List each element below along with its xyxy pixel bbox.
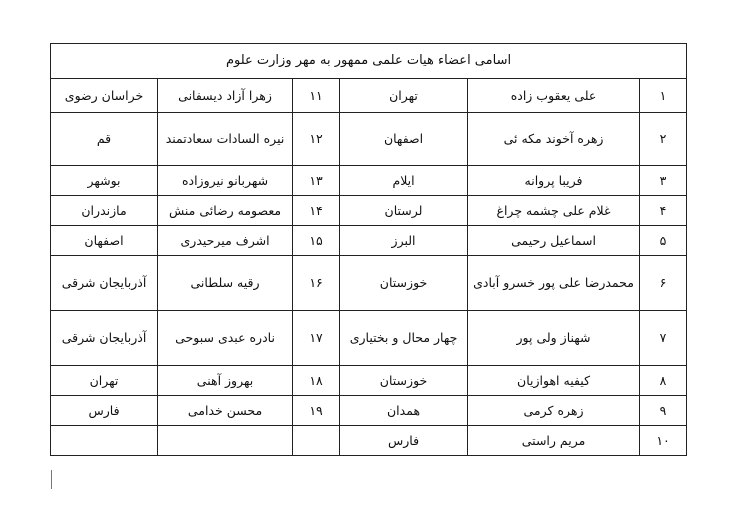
row-number: ۱۹ — [293, 396, 340, 426]
member-province: تهران — [51, 366, 158, 396]
member-name: معصومه رضائی منش — [158, 196, 293, 226]
table-row — [51, 196, 687, 226]
table-row — [51, 79, 687, 113]
row-number: ۱۱ — [293, 79, 340, 113]
title-row — [51, 44, 687, 79]
row-number: ۱۶ — [293, 256, 340, 311]
row-number: ۶ — [640, 256, 687, 311]
row-number: ۲ — [640, 113, 687, 166]
row-number: ۷ — [640, 311, 687, 366]
member-province: خراسان رضوی — [51, 79, 158, 113]
table-row — [51, 426, 687, 456]
row-number: ۱ — [640, 79, 687, 113]
member-name: غلام علی چشمه چراغ — [468, 196, 640, 226]
member-name: اسماعیل رحیمی — [468, 226, 640, 256]
row-number: ۱۰ — [640, 426, 687, 456]
member-name: زهره آخوند مکه ئی — [468, 113, 640, 166]
member-name — [158, 426, 293, 456]
row-number: ۸ — [640, 366, 687, 396]
table-row — [51, 166, 687, 196]
member-name: رقیه سلطانی — [158, 256, 293, 311]
member-name: شهناز ولی پور — [468, 311, 640, 366]
member-province: فارس — [340, 426, 468, 456]
table-row — [51, 396, 687, 426]
table-row — [51, 256, 687, 311]
member-province: قم — [51, 113, 158, 166]
member-province: خوزستان — [340, 256, 468, 311]
member-name: محسن خدامی — [158, 396, 293, 426]
member-name: محمدرضا علی پور خسرو آبادی — [468, 256, 640, 311]
member-name: زهرا آزاد دیسفانی — [158, 79, 293, 113]
member-name: بهروز آهنی — [158, 366, 293, 396]
table-body — [51, 44, 687, 456]
member-name: اشرف میرحیدری — [158, 226, 293, 256]
member-province: البرز — [340, 226, 468, 256]
member-name: نیره السادات سعادتمند — [158, 113, 293, 166]
row-number: ۱۸ — [293, 366, 340, 396]
member-province — [51, 426, 158, 456]
member-province: اصفهان — [340, 113, 468, 166]
member-name: علی یعقوب زاده — [468, 79, 640, 113]
table-row — [51, 226, 687, 256]
row-number: ۵ — [640, 226, 687, 256]
row-number: ۱۵ — [293, 226, 340, 256]
member-province: خوزستان — [340, 366, 468, 396]
member-province: آذربایجان شرقی — [51, 311, 158, 366]
member-province: چهار محال و بختیاری — [340, 311, 468, 366]
member-province: ایلام — [340, 166, 468, 196]
row-number: ۳ — [640, 166, 687, 196]
members-table — [50, 43, 687, 456]
row-number: ۱۲ — [293, 113, 340, 166]
member-province: آذربایجان شرقی — [51, 256, 158, 311]
member-province: همدان — [340, 396, 468, 426]
member-name: شهربانو نیروزاده — [158, 166, 293, 196]
member-province: تهران — [340, 79, 468, 113]
member-province: لرستان — [340, 196, 468, 226]
member-name: زهره کرمی — [468, 396, 640, 426]
member-name: نادره عبدی سبوحی — [158, 311, 293, 366]
table-row — [51, 113, 687, 166]
row-number: ۱۷ — [293, 311, 340, 366]
table-row — [51, 366, 687, 396]
row-number: ۹ — [640, 396, 687, 426]
table-title: اسامی اعضاء هیات علمی ممهور به مهر وزارت علوم — [51, 44, 687, 79]
row-number — [293, 426, 340, 456]
member-province: اصفهان — [51, 226, 158, 256]
row-number: ۱۳ — [293, 166, 340, 196]
member-name: مریم راستی — [468, 426, 640, 456]
member-name: کیفیه اهوازیان — [468, 366, 640, 396]
member-province: بوشهر — [51, 166, 158, 196]
text-cursor — [51, 470, 52, 489]
row-number: ۱۴ — [293, 196, 340, 226]
member-province: فارس — [51, 396, 158, 426]
member-name: فریبا پروانه — [468, 166, 640, 196]
member-province: مازندران — [51, 196, 158, 226]
row-number: ۴ — [640, 196, 687, 226]
table-row — [51, 311, 687, 366]
